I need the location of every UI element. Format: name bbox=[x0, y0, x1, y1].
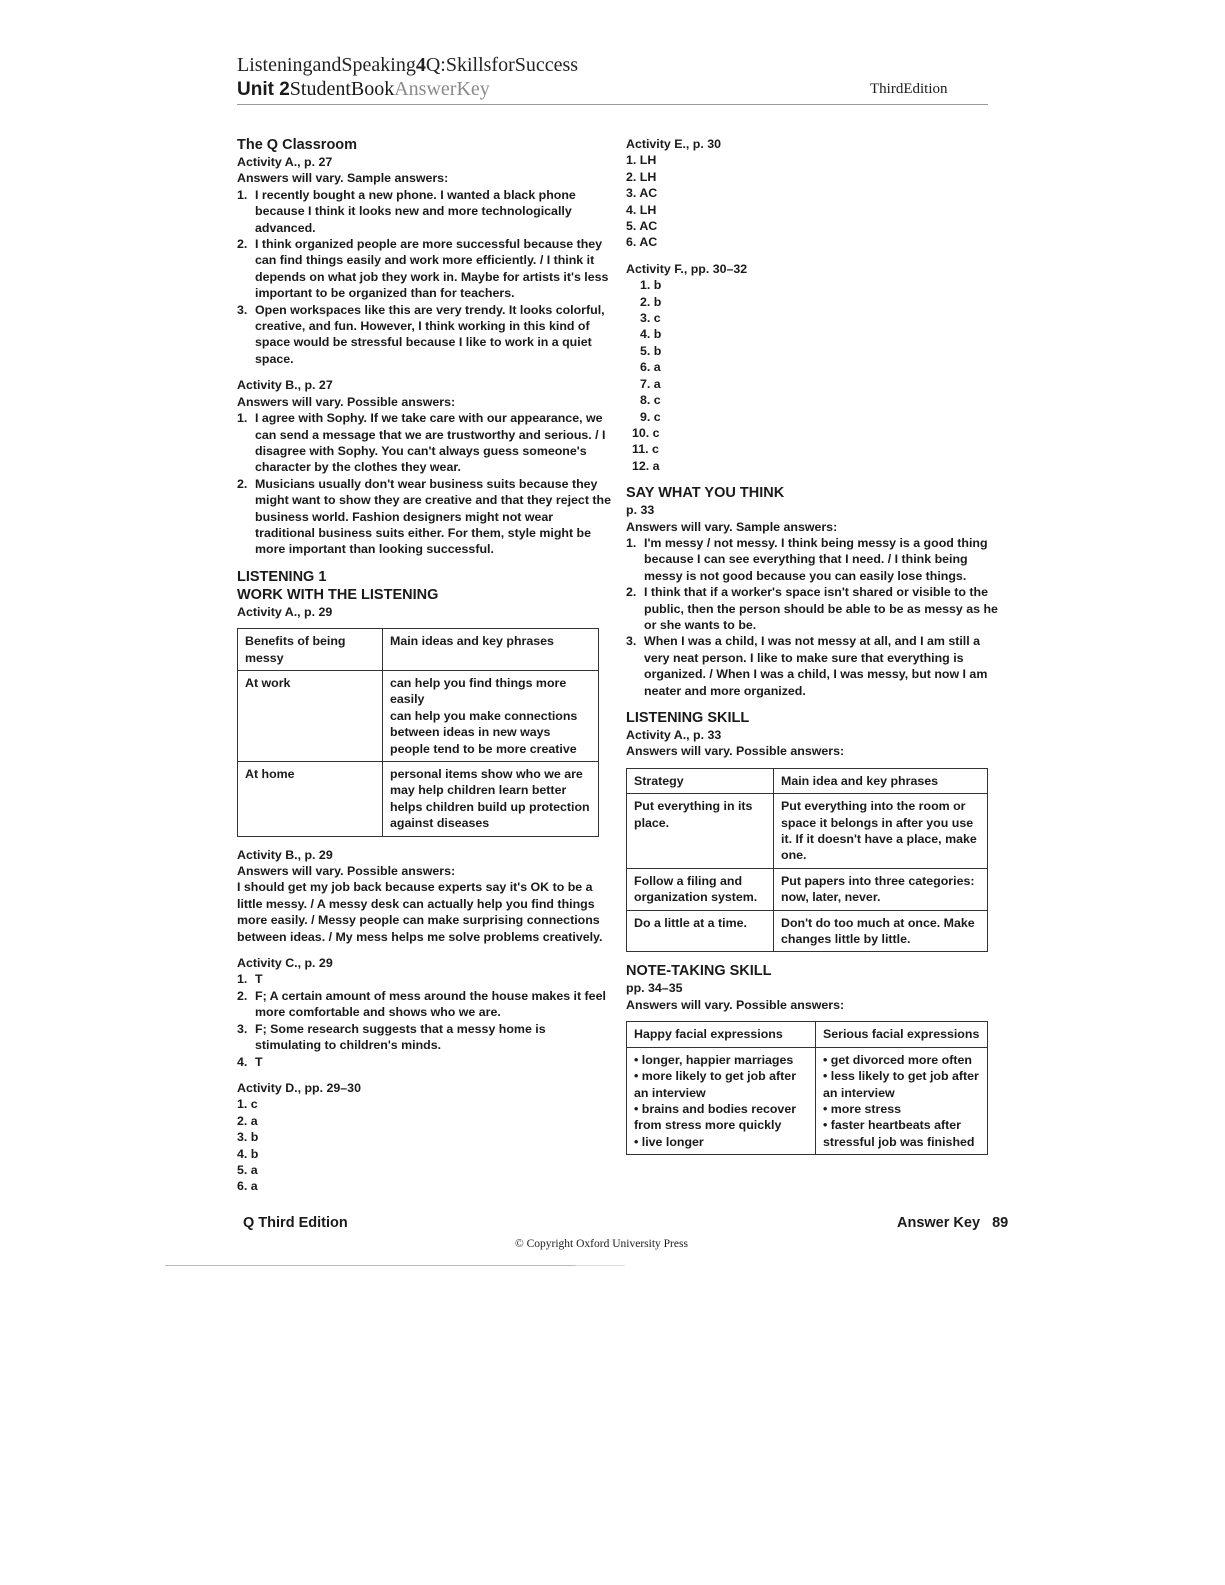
activity-heading: Activity D., pp. 29–30 bbox=[237, 1080, 361, 1095]
table-header: Main ideas and key phrases bbox=[383, 629, 599, 671]
answer-item: 3. c bbox=[640, 311, 661, 326]
left-column bbox=[237, 136, 612, 1195]
footer-left: Q Third Edition bbox=[243, 1215, 348, 1231]
answer-item: 4. b bbox=[237, 1146, 259, 1161]
answer-item: 7. a bbox=[640, 376, 661, 391]
table-header: Happy facial expressions bbox=[627, 1022, 816, 1047]
activity-intro: Answers will vary. Possible answers: bbox=[237, 864, 456, 879]
table-cell: • longer, happier marriages • more likely to get job after an interview • brains and bodies recover from stress more quickly • live longer bbox=[627, 1047, 816, 1154]
list-item: 2. I think that if a worker's space isn't shared or visible to the public, then the person should be able to be as messy as he or she wants to be. bbox=[626, 585, 998, 632]
answer-item: 3. b bbox=[237, 1130, 259, 1145]
activity-intro: Answers will vary. Possible answers: bbox=[237, 394, 456, 409]
paragraph: I should get my job back because experts say it's OK to be a little messy. / A messy desk can actually help you find things more easily. / Messy people can make surprising connections between ideas. / My mess helps me solve problems creatively. bbox=[237, 880, 603, 944]
footer-rule bbox=[165, 1265, 575, 1266]
table-row bbox=[238, 762, 599, 837]
answer-item: 4. b bbox=[640, 327, 662, 342]
answer-item: 1. LH bbox=[626, 153, 657, 168]
table-header: Serious facial expressions bbox=[816, 1022, 988, 1047]
answer-item: 6. a bbox=[237, 1179, 258, 1194]
unit-title: Unit 2StudentBookAnswerKey bbox=[237, 78, 490, 100]
table-row bbox=[238, 670, 599, 761]
table-cell: Put everything into the room or space it belongs in after you use it. If it doesn't have a place, make one. bbox=[774, 794, 988, 869]
table-header-row bbox=[627, 768, 988, 793]
activity-intro: Answers will vary. Possible answers: bbox=[626, 997, 845, 1012]
section-heading: The Q Classroom bbox=[237, 137, 358, 153]
facial-expressions-table bbox=[626, 1021, 988, 1155]
activity-heading: Activity C., p. 29 bbox=[237, 956, 333, 971]
table-cell: personal items show who we are may help children learn better helps children build up protection against diseases bbox=[383, 762, 599, 837]
section-heading: LISTENING 1 bbox=[237, 568, 327, 585]
list-item: 2. I think organized people are more successful because they can find things easily and work more efficiently. / I think it depends on what job they work in. Maybe for artists it's less important to be organized than for teachers. bbox=[237, 237, 609, 301]
list-item: 1. T bbox=[237, 972, 263, 987]
table-header-row bbox=[627, 1022, 988, 1047]
page-ref: pp. 34–35 bbox=[626, 981, 683, 996]
table-header: Benefits of being messy bbox=[238, 629, 383, 671]
list-item: 1. I recently bought a new phone. I wanted a black phone because I think it looks new and more technologically advanced. bbox=[237, 187, 576, 235]
activity-heading: Activity B., p. 29 bbox=[237, 847, 333, 862]
section-heading: LISTENING SKILL bbox=[626, 710, 750, 726]
activity-intro: Answers will vary. Sample answers: bbox=[626, 519, 838, 534]
answer-item: 1. c bbox=[237, 1097, 258, 1112]
table-cell: At home bbox=[238, 762, 383, 837]
answer-item: 5. AC bbox=[626, 219, 658, 234]
answer-item: 4. LH bbox=[626, 202, 657, 217]
answer-item: 8. c bbox=[640, 393, 661, 408]
page-number: 89 bbox=[992, 1215, 1009, 1231]
table-header: Strategy bbox=[627, 768, 774, 793]
table-row bbox=[627, 910, 988, 952]
activity-heading: Activity A., p. 27 bbox=[237, 155, 333, 169]
answer-item: 12. a bbox=[632, 458, 660, 473]
section-heading: WORK WITH THE LISTENING bbox=[237, 586, 439, 603]
answer-item: 6. AC bbox=[626, 235, 658, 250]
table-cell: Put papers into three categories: now, later, never. bbox=[774, 868, 988, 910]
table-header-row bbox=[238, 629, 599, 671]
list-item: 3. When I was a child, I was not messy at all, and I am still a very neat person. I like to make sure that everything is organized. / When I was a child, I was messy, but now I am neater and more organized. bbox=[626, 634, 988, 698]
list-item: 1. I'm messy / not messy. I think being messy is a good thing because I can see everything that I need. / I think being messy is not good because you can easily lose things. bbox=[626, 535, 988, 583]
activity-heading: Activity B., p. 27 bbox=[237, 378, 333, 393]
table-header: Main idea and key phrases bbox=[774, 768, 988, 793]
table-row bbox=[627, 794, 988, 869]
list-item: 2. F; A certain amount of mess around the house makes it feel more comfortable and shows who we are. bbox=[237, 988, 606, 1020]
list-item: 1. I agree with Sophy. If we take care with our appearance, we can send a message that we are trustworthy and serious. / I disagree with Sophy. You can't always guess someone's character by the clothes they wear. bbox=[237, 411, 606, 475]
section-heading: SAY WHAT YOU THINK bbox=[626, 485, 785, 502]
activity-heading: Activity E., p. 30 bbox=[626, 137, 722, 151]
page-ref: p. 33 bbox=[626, 503, 655, 518]
answer-item: 6. a bbox=[640, 360, 661, 375]
answer-item: 2. a bbox=[237, 1113, 258, 1128]
table-cell: • get divorced more often • less likely to get job after an interview • more stress • faster heartbeats after stressful job was finished bbox=[816, 1047, 988, 1154]
benefits-table bbox=[237, 628, 599, 836]
table-cell: Follow a filing and organization system. bbox=[627, 868, 774, 910]
list-item: 3. F; Some research suggests that a messy home is stimulating to children's minds. bbox=[237, 1021, 546, 1053]
answer-item: 3. AC bbox=[626, 186, 658, 201]
answer-item: 10. c bbox=[632, 425, 660, 440]
table-row bbox=[627, 868, 988, 910]
answer-item: 11. c bbox=[632, 442, 659, 457]
table-cell: Do a little at a time. bbox=[627, 910, 774, 952]
answer-item: 5. a bbox=[237, 1162, 258, 1177]
answer-item: 2. LH bbox=[626, 169, 657, 184]
table-cell: Put everything in its place. bbox=[627, 794, 774, 869]
answer-item: 1. b bbox=[640, 278, 662, 293]
answer-item: 5. b bbox=[640, 343, 662, 358]
header-rule bbox=[237, 104, 988, 105]
list-item: 3. Open workspaces like this are very trendy. It looks colorful, creative, and fun. However, I think working in this kind of space would be stressful because I like to work in a quiet space. bbox=[237, 302, 605, 366]
table-cell: can help you find things more easily can help you make connections between ideas in new ways people tend to be more creative bbox=[383, 670, 599, 761]
list-item: 2. Musicians usually don't wear business suits because they might want to show they are creative and that they reject the business world. Fashion designers might not wear traditional business suits either. For them, style might be more important than looking successful. bbox=[237, 476, 611, 557]
table-cell: Don't do too much at once. Make changes little by little. bbox=[774, 910, 988, 952]
answer-item: 2. b bbox=[640, 294, 662, 309]
activity-intro: Answers will vary. Sample answers: bbox=[237, 171, 449, 186]
edition-label: ThirdEdition bbox=[870, 81, 948, 97]
footer-right: Answer Key 89 bbox=[897, 1215, 1009, 1231]
table-cell: At work bbox=[238, 670, 383, 761]
activity-intro: Answers will vary. Possible answers: bbox=[626, 744, 845, 759]
activity-heading: Activity A., p. 29 bbox=[237, 604, 333, 619]
book-title: ListeningandSpeaking4Q:SkillsforSuccess bbox=[237, 54, 579, 76]
table-row bbox=[627, 1047, 988, 1154]
right-column bbox=[626, 136, 1001, 1155]
section-heading: NOTE-TAKING SKILL bbox=[626, 963, 772, 980]
strategy-table bbox=[626, 768, 988, 953]
footer-rule bbox=[575, 1265, 625, 1266]
copyright: © Copyright Oxford University Press bbox=[515, 1238, 688, 1250]
activity-heading: Activity A., p. 33 bbox=[626, 728, 722, 742]
list-item: 4. T bbox=[237, 1054, 263, 1069]
activity-heading: Activity F., pp. 30–32 bbox=[626, 261, 748, 276]
answer-item: 9. c bbox=[640, 409, 661, 424]
